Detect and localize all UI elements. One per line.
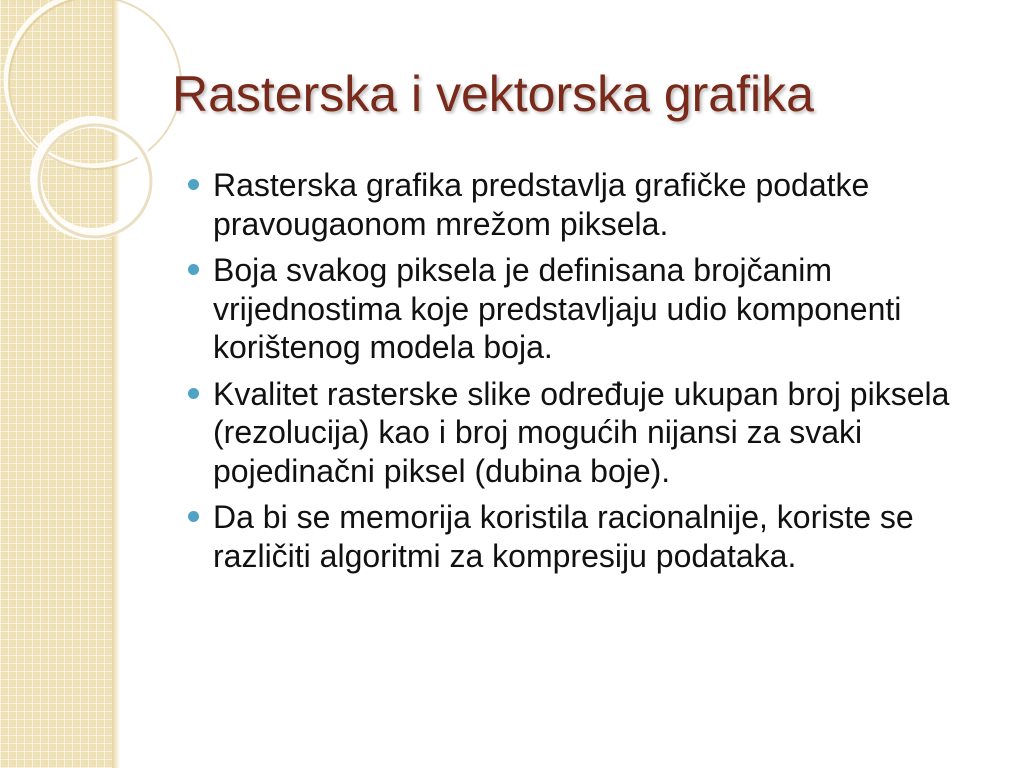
bullet-dot-icon (188, 388, 199, 399)
bullet-dot-icon (188, 511, 199, 522)
bullet-item (188, 375, 1008, 491)
bullet-dot-icon (188, 264, 199, 275)
bullet-text: Rasterska grafika predstavlja grafičke podatke pravougaonom mrežom piksela. (213, 167, 870, 242)
decorative-rings (0, 0, 200, 280)
bullet-dot-icon (188, 179, 199, 190)
bullet-text: Kvalitet rasterske slike određuje ukupan broj piksela (rezolucija) kao i broj mogućih nijansi za svaki pojedinačni piksel (dubina boje). (213, 375, 950, 489)
bullet-list (188, 166, 1008, 583)
bullet-item (188, 498, 1008, 575)
slide-title: Rasterska i vektorska grafika (172, 66, 814, 122)
bullet-text: Da bi se memorija koristila racionalnije, koriste se različiti algoritmi za kompresiju podataka. (213, 499, 914, 574)
bullet-item (188, 166, 1008, 243)
bullet-text: Boja svakog piksela je definisana brojčanim vrijednostima koje predstavljaju udio komponenti korištenog modela boja. (213, 252, 902, 365)
decorative-ring-small-shadow (39, 125, 151, 237)
bullet-item (188, 251, 1008, 367)
